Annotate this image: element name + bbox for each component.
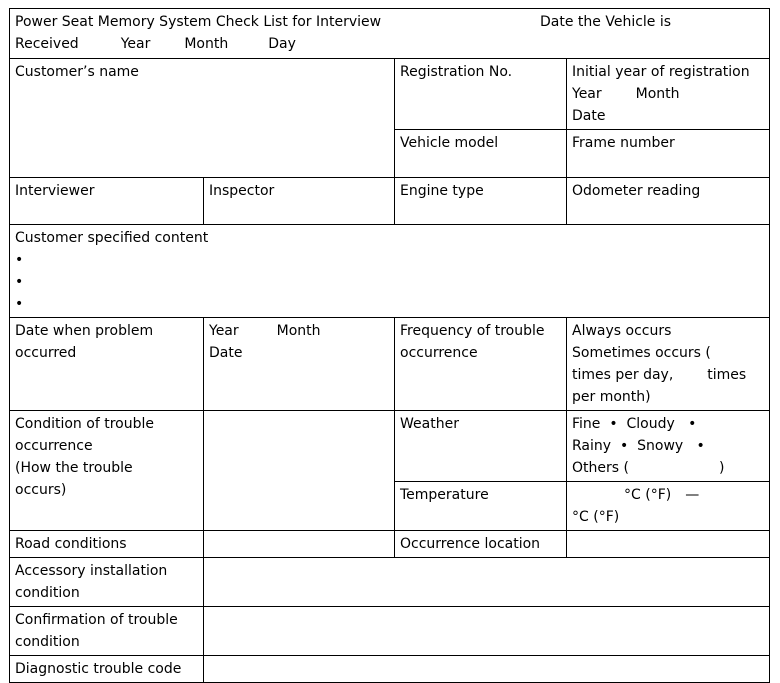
condition-label-4: occurs): [15, 482, 67, 498]
inspector-cell[interactable]: [204, 178, 395, 225]
weather-bullet-1: •: [609, 416, 618, 432]
row-road: [10, 531, 770, 558]
row-customer: [10, 59, 770, 130]
problem-year-unit: Year: [209, 323, 239, 339]
temperature-label-cell: [395, 482, 567, 531]
frequency-value-cell[interactable]: [567, 318, 770, 411]
occurrence-location-label-cell: [395, 531, 567, 558]
accessory-label-1: Accessory installation: [15, 563, 168, 579]
customer-name-cell[interactable]: [10, 59, 395, 178]
problem-date-unit: Date: [209, 345, 243, 361]
vehicle-model-label: Vehicle model: [400, 135, 499, 151]
weather-bullet-2: •: [688, 416, 697, 432]
received-month-label: Month: [184, 36, 229, 52]
condition-label-3: (How the trouble: [15, 460, 133, 476]
condition-label-1: Condition of trouble: [15, 416, 154, 432]
condition-label-2: occurrence: [15, 438, 93, 454]
frequency-label-2: occurrence: [400, 345, 478, 361]
interviewer-label: Interviewer: [15, 183, 95, 199]
temperature-unit-1: °C (°F): [624, 487, 672, 503]
customer-content-label: Customer specified content: [15, 230, 209, 246]
temperature-value-cell[interactable]: [567, 482, 770, 531]
registration-no-label: Registration No.: [400, 64, 513, 80]
engine-type-label: Engine type: [400, 183, 484, 199]
road-conditions-value-cell[interactable]: [204, 531, 395, 558]
header-row: [10, 9, 770, 59]
temperature-unit-2: °C (°F): [572, 509, 620, 525]
received-label: Received: [15, 36, 79, 52]
sometimes-occurs-option[interactable]: Sometimes occurs (: [572, 345, 711, 361]
customer-name-label: Customer’s name: [15, 64, 139, 80]
customer-content-cell[interactable]: [10, 225, 770, 318]
row-confirmation: [10, 607, 770, 656]
accessory-label-2: condition: [15, 585, 80, 601]
weather-value-cell[interactable]: [567, 411, 770, 482]
problem-date-value-cell[interactable]: [204, 318, 395, 411]
content-bullet-1: •: [15, 252, 24, 268]
weather-bullet-4: •: [696, 438, 705, 454]
initial-year-label: Initial year of registration: [572, 64, 750, 80]
form-title: Power Seat Memory System Check List for Interview: [15, 14, 382, 30]
temperature-label: Temperature: [400, 487, 489, 503]
content-bullet-2: •: [15, 274, 24, 290]
condition-label-cell: [10, 411, 204, 531]
road-conditions-label: Road conditions: [15, 536, 127, 552]
confirmation-label-1: Confirmation of trouble: [15, 612, 178, 628]
weather-others-close: ): [718, 460, 725, 476]
frequency-label-cell: [395, 318, 567, 411]
registration-no-cell[interactable]: [395, 59, 567, 130]
temperature-dash: —: [685, 487, 700, 503]
weather-label-cell: [395, 411, 567, 482]
row-dtc: [10, 656, 770, 683]
inspector-label: Inspector: [209, 183, 275, 199]
road-conditions-label-cell: [10, 531, 204, 558]
initial-month-unit: Month: [635, 86, 680, 102]
accessory-value-cell[interactable]: [204, 558, 770, 607]
confirmation-label-cell: [10, 607, 204, 656]
dtc-label-cell: [10, 656, 204, 683]
initial-date-unit: Date: [572, 108, 606, 124]
occurrence-location-label: Occurrence location: [400, 536, 541, 552]
date-received-label: Date the Vehicle is: [540, 14, 672, 30]
dtc-value-cell[interactable]: [204, 656, 770, 683]
engine-type-cell[interactable]: [395, 178, 567, 225]
checklist-table: [9, 8, 770, 683]
vehicle-model-cell[interactable]: [395, 130, 567, 178]
odometer-cell[interactable]: [567, 178, 770, 225]
row-accessory: [10, 558, 770, 607]
weather-others-option[interactable]: Others (: [572, 460, 629, 476]
accessory-label-cell: [10, 558, 204, 607]
problem-date-label-1: Date when problem: [15, 323, 154, 339]
content-bullet-3: •: [15, 296, 24, 312]
confirmation-value-cell[interactable]: [204, 607, 770, 656]
initial-year-cell[interactable]: [567, 59, 770, 130]
times-text: times: [707, 367, 747, 383]
header-cell: [10, 9, 770, 59]
received-year-label: Year: [120, 36, 151, 52]
frequency-label-1: Frequency of trouble: [400, 323, 545, 339]
problem-date-label-2: occurred: [15, 345, 77, 361]
confirmation-label-2: condition: [15, 634, 80, 650]
weather-snowy-option[interactable]: Snowy: [637, 438, 684, 454]
row-problem-date: [10, 318, 770, 411]
occurrence-location-value-cell[interactable]: [567, 531, 770, 558]
always-occurs-option[interactable]: Always occurs: [572, 323, 672, 339]
condition-value-cell[interactable]: [204, 411, 395, 531]
weather-label: Weather: [400, 416, 459, 432]
frame-number-label: Frame number: [572, 135, 675, 151]
interviewer-cell[interactable]: [10, 178, 204, 225]
row-condition: [10, 411, 770, 482]
received-day-label: Day: [268, 36, 296, 52]
per-month-text: per month): [572, 389, 651, 405]
odometer-label: Odometer reading: [572, 183, 701, 199]
times-per-day-text: times per day,: [572, 367, 674, 383]
weather-rainy-option[interactable]: Rainy: [572, 438, 612, 454]
checklist-sheet: [9, 8, 770, 683]
frame-number-cell[interactable]: [567, 130, 770, 178]
dtc-label: Diagnostic trouble code: [15, 661, 182, 677]
row-customer-content: [10, 225, 770, 318]
row-staff: [10, 178, 770, 225]
initial-year-unit: Year: [572, 86, 602, 102]
weather-cloudy-option[interactable]: Cloudy: [626, 416, 675, 432]
problem-date-label-cell: [10, 318, 204, 411]
weather-fine-option[interactable]: Fine: [572, 416, 601, 432]
weather-bullet-3: •: [619, 438, 629, 454]
problem-month-unit: Month: [276, 323, 321, 339]
